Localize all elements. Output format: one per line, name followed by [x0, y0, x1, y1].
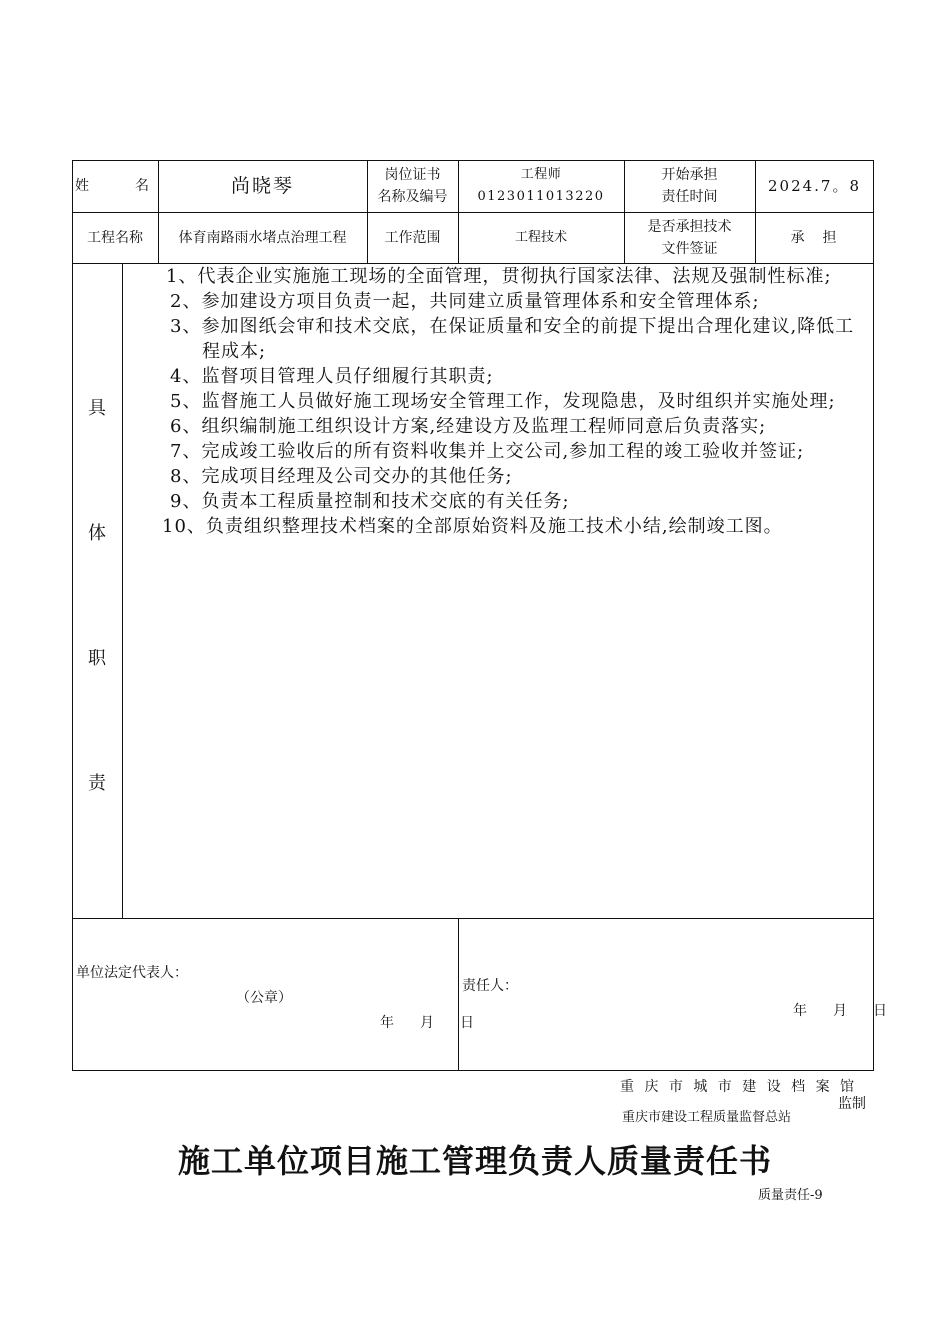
- cert-number: 0123011013220: [477, 189, 605, 204]
- tech-sign-label: [624, 212, 755, 263]
- start-label-line-2: 责任时间: [661, 189, 718, 205]
- duty-item: 3、参加图纸会审和技术交底，在保证质量和安全的前提下提出合理化建议,降低工程成本;: [170, 316, 855, 362]
- start-time-value: 2024.7。8: [767, 177, 862, 195]
- cert-label-line-2: 名称及编号: [377, 189, 448, 205]
- tech-sign-line-2: 文件签证: [661, 240, 718, 257]
- duty-item: 10、负责组织整理技术档案的全部原始资料及施工技术小结,绘制竣工图。: [162, 516, 783, 537]
- responsible-person-label: 责任人：: [462, 978, 518, 994]
- duty-item: 4、监督项目管理人员仔细履行其职责;: [170, 366, 494, 387]
- duties-label-char: 具: [88, 398, 106, 419]
- left-date: 年 月 日: [380, 1015, 480, 1031]
- scope-value: 工程技术: [514, 229, 567, 245]
- archive-name: 重 庆 市 城 市 建 设 档 案 馆: [620, 1079, 858, 1095]
- duty-item: 2、参加建设方项目负责一起，共同建立质量管理体系和安全管理体系;: [170, 291, 760, 312]
- tech-sign-line-1: 是否承担技术: [647, 218, 732, 235]
- tech-sign-value: 承 担: [790, 229, 839, 246]
- name-value: 尚晓琴: [230, 175, 294, 197]
- legal-representative-label: 单位法定代表人：: [76, 965, 188, 981]
- name-label: 姓 名: [75, 178, 155, 194]
- duty-item: 5、监督施工人员做好施工现场安全管理工作，发现隐患，及时组织并实施处理;: [170, 391, 836, 412]
- cert-title: 工程师: [520, 167, 562, 182]
- official-seal-label: （公章）: [236, 990, 292, 1006]
- right-date: 年 月 日: [793, 1003, 893, 1019]
- cert-label: [367, 160, 458, 212]
- duty-item: 9、负责本工程质量控制和技术交底的有关任务;: [170, 491, 570, 512]
- duty-item: 8、完成项目经理及公司交办的其他任务;: [170, 466, 513, 487]
- duties-list: [126, 264, 872, 539]
- column-divider: [458, 918, 459, 1071]
- document-code: 质量责任-9: [758, 1188, 823, 1203]
- duties-label-char: 职: [88, 648, 106, 669]
- start-label-line-1: 开始承担: [661, 167, 718, 183]
- duty-item: 7、完成竣工验收后的所有资料收集并上交公司,参加工程的竣工验收并签证;: [170, 441, 805, 462]
- project-value: 体育南路雨水堵点治理工程: [178, 229, 347, 246]
- row-divider: [72, 918, 874, 919]
- scope-label: 工作范围: [384, 229, 441, 246]
- project-label: 工程名称: [87, 229, 143, 246]
- cert-label-line-1: 岗位证书: [384, 167, 441, 183]
- start-time-label: [624, 160, 755, 212]
- duties-label-char: 体: [88, 523, 106, 544]
- cert-value: [458, 160, 624, 212]
- document-title: 施工单位项目施工管理负责人质量责任书: [177, 1142, 772, 1180]
- station-name: 重庆市建设工程质量监督总站: [622, 1110, 792, 1125]
- duty-item: 1、代表企业实施施工现场的全面管理，贯彻执行国家法律、法规及强制性标准;: [166, 266, 832, 287]
- duties-label-char: 责: [88, 773, 106, 794]
- duty-item: 6、组织编制施工组织设计方案,经建设方及监理工程师同意后负责落实;: [170, 416, 767, 437]
- column-divider: [122, 263, 123, 918]
- supervise-label: 监制: [838, 1096, 866, 1112]
